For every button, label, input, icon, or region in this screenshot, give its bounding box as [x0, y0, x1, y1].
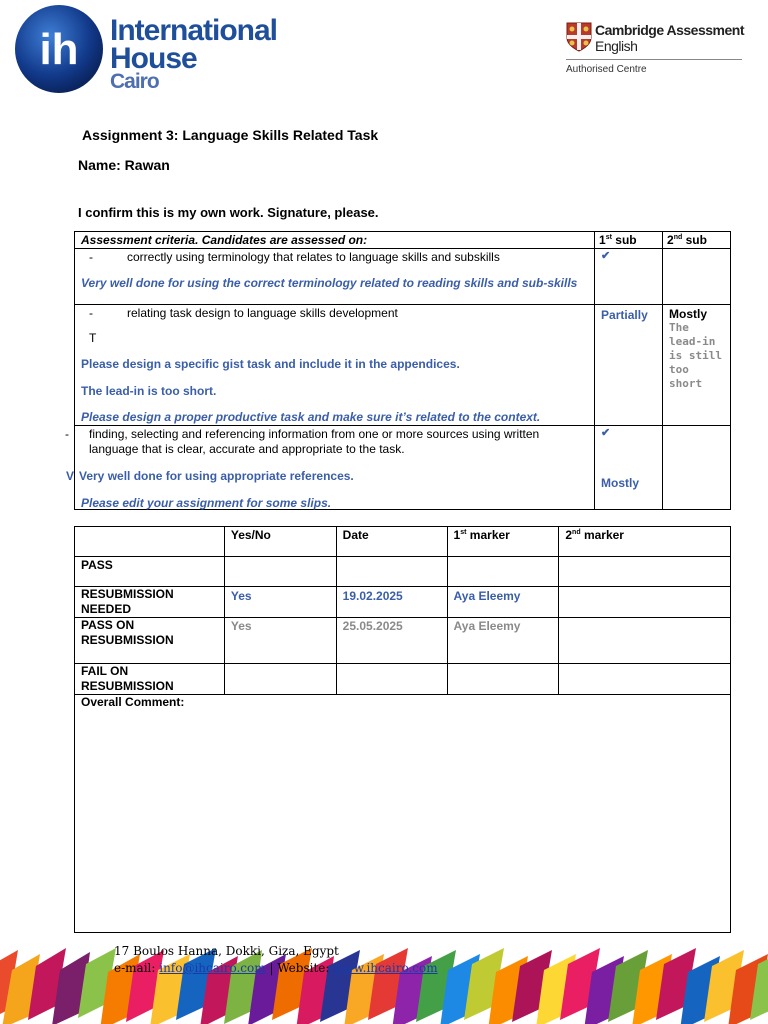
criteria-row	[75, 426, 731, 510]
criterion-text: correctly using terminology that relates to language skills and subskills	[127, 250, 500, 264]
stray-character: T	[89, 331, 97, 345]
criteria-header: Assessment criteria. Candidates are assessed on:	[81, 233, 368, 247]
criteria-header-cell	[75, 232, 595, 249]
ih-logo-letters: ih	[39, 25, 79, 74]
criteria-row	[75, 249, 731, 305]
marker2-header: 2nd marker	[565, 528, 624, 542]
result-row	[75, 557, 731, 587]
check-icon: ✔	[601, 250, 611, 262]
ih-name-line1: International	[110, 14, 278, 47]
result-marker2	[559, 557, 730, 561]
overall-comment-row	[75, 695, 731, 933]
result-label: RESUBMISSION NEEDED	[81, 587, 174, 616]
confirmation-statement: I confirm this is my own work. Signature, please.	[78, 205, 379, 220]
result-yesno: Yes	[230, 619, 252, 633]
criterion-dash: -	[65, 427, 69, 441]
marker1-header-cell	[447, 527, 559, 557]
cambridge-line2: English	[595, 38, 638, 54]
cambridge-authorised: Authorised Centre	[566, 64, 647, 75]
sub2-cell	[663, 426, 731, 510]
sub2-cell	[663, 305, 731, 426]
result-table	[74, 526, 731, 933]
tutor-comment: Very well done for using the correct terminology related to reading skills and sub-skills	[81, 276, 578, 290]
sub2-header-cell	[663, 232, 731, 249]
cambridge-shield-icon	[566, 22, 592, 52]
marker2-header-cell	[559, 527, 731, 557]
tutor-comment: Please design a specific gist task and include it in the appendices.	[81, 357, 460, 371]
criterion-dash: -	[89, 306, 93, 320]
result-date	[337, 557, 447, 561]
tutor-comment: Please design a proper productive task and make sure it’s related to the context.	[81, 410, 541, 424]
date-header: Date	[342, 528, 369, 542]
sub2-cell	[663, 249, 731, 305]
sub1-header-cell	[595, 232, 663, 249]
result-header-blank	[75, 527, 225, 557]
result-date: 19.02.2025	[342, 589, 403, 603]
sub2-header: 2nd sub	[667, 233, 707, 247]
tutor-comment: The lead-in is too short.	[81, 384, 217, 398]
sub1-value: Mostly	[601, 476, 640, 490]
sub1-header: 1st sub	[599, 233, 637, 247]
criterion-cell	[75, 305, 595, 426]
ih-name-line2: House	[110, 42, 197, 75]
check-icon: ✔	[601, 427, 611, 439]
result-marker1: Aya Eleemy	[453, 589, 521, 603]
footer-contact: e-mail: info@ihcairo.com | Website: www.ihcairo.com	[114, 961, 438, 975]
footer-address: 17 Boulos Hanna, Dokki, Giza, Egypt	[114, 944, 339, 958]
overall-comment-label: Overall Comment:	[81, 695, 185, 709]
result-label: FAIL ON RESUBMISSION	[81, 664, 174, 693]
result-marker2	[559, 587, 730, 591]
website-link[interactable]: www.ihcairo.com	[333, 961, 438, 975]
result-row	[75, 618, 731, 664]
result-label: PASS ON RESUBMISSION	[81, 618, 174, 647]
sub2-value: Mostly	[669, 307, 708, 321]
cambridge-line1: Cambridge Assessment	[595, 22, 744, 38]
yesno-header-cell	[224, 527, 336, 557]
criteria-row	[75, 305, 731, 426]
result-marker1: Aya Eleemy	[453, 619, 521, 633]
criterion-cell	[65, 426, 595, 510]
result-label: PASS	[81, 558, 113, 572]
result-row	[75, 587, 731, 618]
criterion-text: finding, selecting and referencing information from one or more sources using written language that is clear, accurate and appropriate to the task.	[89, 427, 540, 456]
sub1-cell	[595, 249, 663, 305]
criteria-table	[65, 231, 731, 510]
email-link[interactable]: info@ihcairo.com	[159, 961, 266, 975]
criterion-text: relating task design to language skills development	[127, 306, 398, 320]
sub1-value: Partially	[601, 308, 648, 322]
cambridge-divider	[566, 59, 742, 60]
result-marker2	[559, 618, 730, 620]
result-row	[75, 664, 731, 695]
stray-character: V	[66, 469, 75, 483]
ih-name-line3: Cairo	[110, 70, 159, 93]
criterion-dash: -	[89, 250, 93, 264]
sub1-cell	[595, 305, 663, 426]
candidate-name: Name: Rawan	[78, 157, 170, 173]
sub2-note: The lead-in is still too short	[669, 321, 722, 390]
tutor-comment: Please edit your assignment for some slips.	[81, 496, 332, 510]
result-yesno	[225, 557, 336, 561]
marker1-header: 1st marker	[453, 528, 510, 542]
assignment-title: Assignment 3: Language Skills Related Task	[82, 127, 379, 143]
date-header-cell	[336, 527, 447, 557]
result-date: 25.05.2025	[342, 619, 403, 633]
criterion-cell	[75, 249, 595, 305]
ih-logo	[14, 4, 104, 94]
yesno-header: Yes/No	[230, 528, 271, 542]
result-yesno: Yes	[230, 589, 252, 603]
result-marker1	[448, 557, 559, 561]
sub1-cell	[595, 426, 663, 510]
tutor-comment: Very well done for using appropriate references.	[79, 469, 354, 483]
